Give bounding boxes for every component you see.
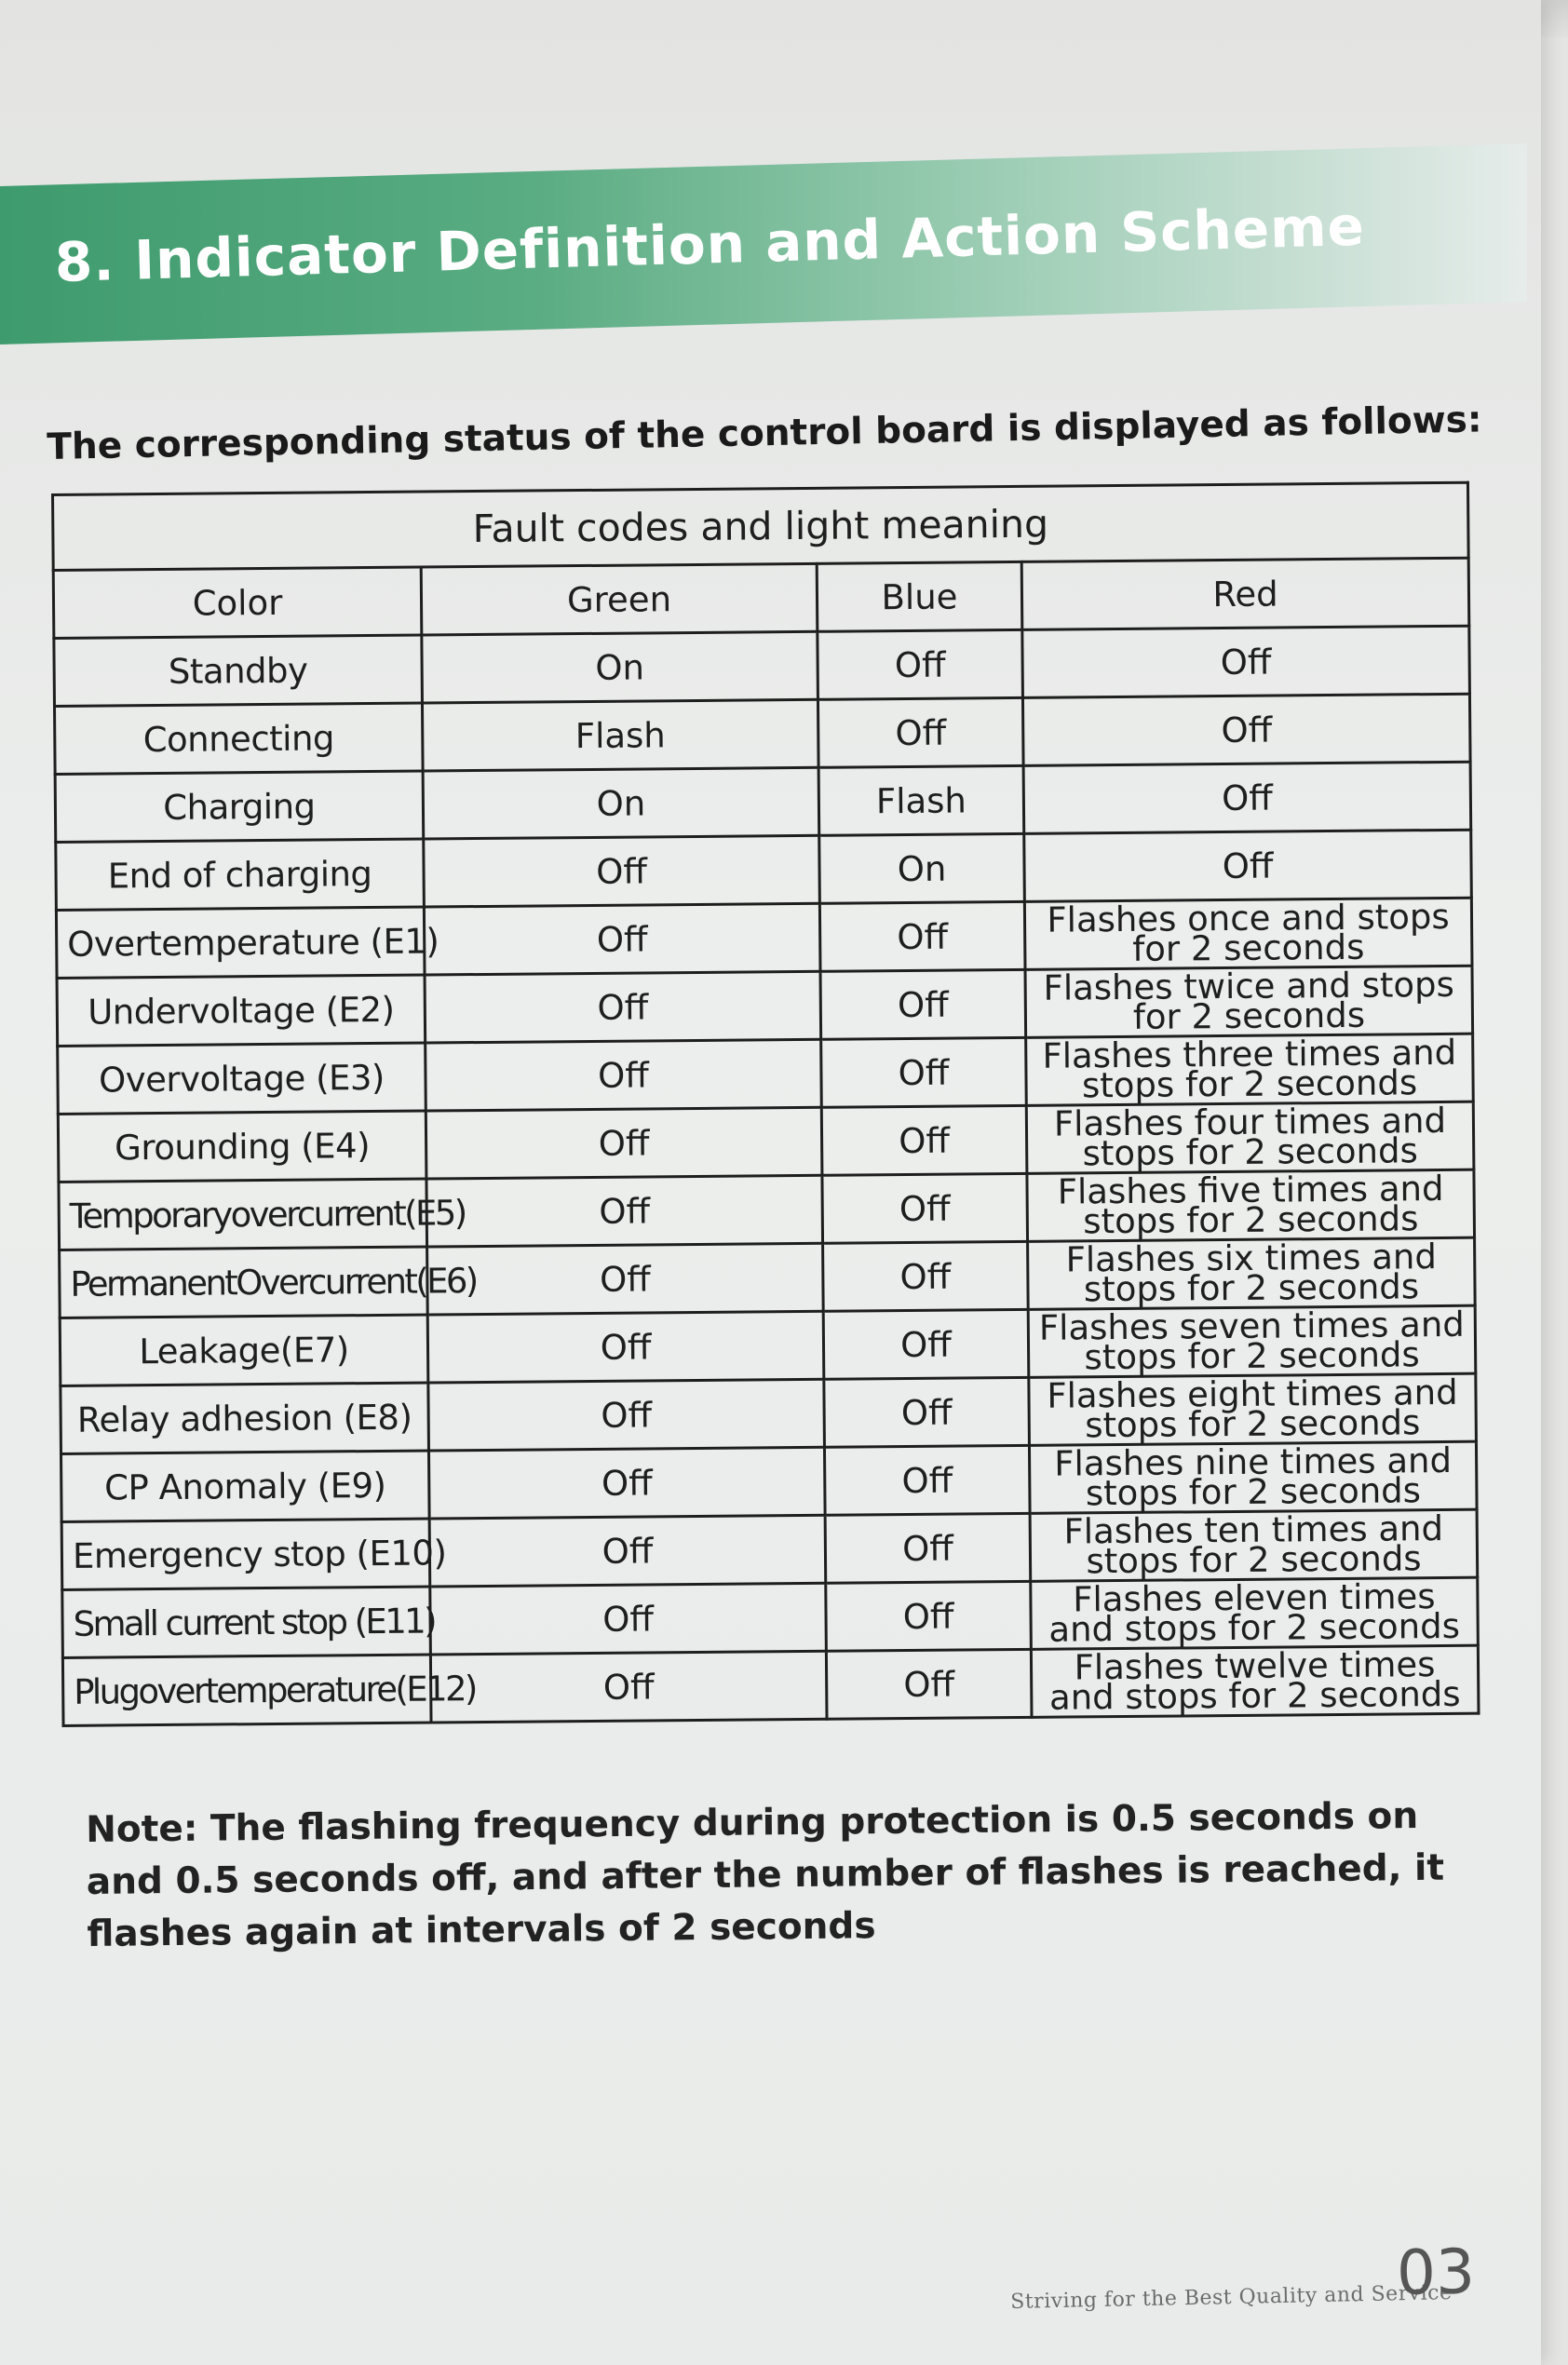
fault-code-table	[51, 481, 1480, 1727]
blue-cell: Off	[818, 629, 1023, 699]
green-cell: Flash	[422, 699, 818, 771]
green-cell: Off	[430, 1651, 827, 1723]
table-row	[54, 626, 1470, 706]
fault-table-container	[51, 481, 1478, 1727]
mode-cell: End of charging	[56, 839, 425, 910]
blue-cell: Flash	[818, 765, 1024, 835]
mode-cell: Overvoltage (E3)	[58, 1043, 426, 1114]
blue-cell: On	[819, 833, 1025, 903]
blue-cell: Off	[825, 1513, 1031, 1583]
blue-cell: Off	[824, 1445, 1030, 1515]
blue-cell: Off	[822, 1173, 1028, 1243]
green-cell: Off	[424, 835, 820, 907]
red-cell: Off	[1023, 762, 1471, 833]
blue-cell: Off	[826, 1649, 1032, 1719]
blue-cell: Off	[821, 1037, 1027, 1107]
mode-cell: Charging	[55, 771, 424, 842]
table-header-row	[53, 558, 1469, 638]
green-cell: Off	[426, 1175, 823, 1247]
mode-cell: Plugovertemperature(E12)	[62, 1655, 431, 1725]
red-cell: Flashes five times and stops for 2 seconds	[1027, 1169, 1475, 1241]
blue-cell: Off	[823, 1309, 1029, 1379]
green-cell: Off	[430, 1583, 827, 1655]
red-cell: Off	[1022, 694, 1470, 765]
red-cell: Flashes eight times and stops for 2 seconds	[1029, 1373, 1477, 1445]
mode-cell: PermanentOvercurrent(E6)	[60, 1247, 428, 1318]
header-red: Red	[1021, 558, 1469, 629]
red-cell: Flashes ten times and stops for 2 seconds	[1030, 1509, 1478, 1581]
red-cell: Flashes three times and stops for 2 seconds	[1026, 1034, 1474, 1105]
red-cell: Flashes six times and stops for 2 seconds	[1028, 1237, 1476, 1309]
red-cell: Flashes four times and stops for 2 seconds	[1026, 1101, 1474, 1173]
intro-text: The corresponding status of the control board is displayed as follows:	[47, 399, 1482, 468]
green-cell: Off	[429, 1515, 826, 1587]
header-green: Green	[421, 563, 818, 635]
red-cell: Flashes seven times and stops for 2 seconds	[1028, 1305, 1476, 1377]
header-color: Color	[53, 567, 422, 638]
green-cell: Off	[426, 1107, 822, 1179]
blue-cell: Off	[818, 697, 1023, 767]
mode-cell: Temporaryovercurrent(E5)	[59, 1179, 427, 1250]
red-cell: Off	[1022, 626, 1470, 697]
red-cell: Flashes once and stops for 2 seconds	[1024, 898, 1472, 969]
red-cell: Flashes twice and stops for 2 seconds	[1025, 966, 1473, 1037]
green-cell: Off	[427, 1243, 824, 1315]
green-cell: Off	[424, 903, 820, 975]
green-cell: Off	[426, 1039, 822, 1111]
red-cell: Off	[1024, 830, 1472, 901]
blue-cell: Off	[819, 901, 1025, 971]
red-cell: Flashes eleven times and stops for 2 seconds	[1031, 1577, 1479, 1649]
mode-cell: Small current stop (E11)	[62, 1587, 431, 1657]
table-row	[55, 762, 1471, 842]
green-cell: Off	[425, 971, 821, 1043]
mode-cell: Connecting	[54, 703, 423, 774]
table-row	[62, 1645, 1479, 1725]
green-cell: Off	[428, 1447, 825, 1519]
mode-cell: Grounding (E4)	[58, 1111, 426, 1182]
blue-cell: Off	[820, 969, 1026, 1039]
green-cell: Off	[428, 1379, 825, 1451]
red-cell: Flashes twelve times and stops for 2 seconds	[1031, 1645, 1479, 1717]
mode-cell: CP Anomaly (E9)	[61, 1451, 430, 1521]
note-text: Note: The flashing frequency during protection is 0.5 seconds on and 0.5 seconds off, and after the number of flashes is reached, it flashes again at intervals of 2 seconds	[86, 1795, 1445, 1955]
section-title: 8. Indicator Definition and Action Scheme	[54, 194, 1366, 294]
blue-cell: Off	[826, 1581, 1032, 1651]
blue-cell: Off	[823, 1241, 1029, 1311]
table-row	[54, 694, 1470, 774]
page-number: 03	[1396, 2236, 1476, 2309]
mode-cell: Overtemperature (E1)	[56, 907, 425, 978]
green-cell: Off	[427, 1311, 824, 1383]
footer-slogan: Striving for the Best Quality and Service	[1010, 2281, 1453, 2314]
header-blue: Blue	[817, 561, 1022, 631]
red-cell: Flashes nine times and stops for 2 seconds	[1029, 1441, 1477, 1513]
mode-cell: Undervoltage (E2)	[57, 975, 426, 1046]
blue-cell: Off	[824, 1377, 1030, 1447]
green-cell: On	[422, 631, 818, 703]
mode-cell: Standby	[54, 635, 423, 706]
blue-cell: Off	[821, 1105, 1027, 1175]
table-caption: Fault codes and light meaning	[53, 482, 1469, 570]
green-cell: On	[423, 767, 819, 839]
mode-cell: Emergency stop (E10)	[61, 1519, 430, 1589]
mode-cell: Relay adhesion (E8)	[61, 1383, 429, 1453]
mode-cell: Leakage(E7)	[60, 1315, 428, 1385]
